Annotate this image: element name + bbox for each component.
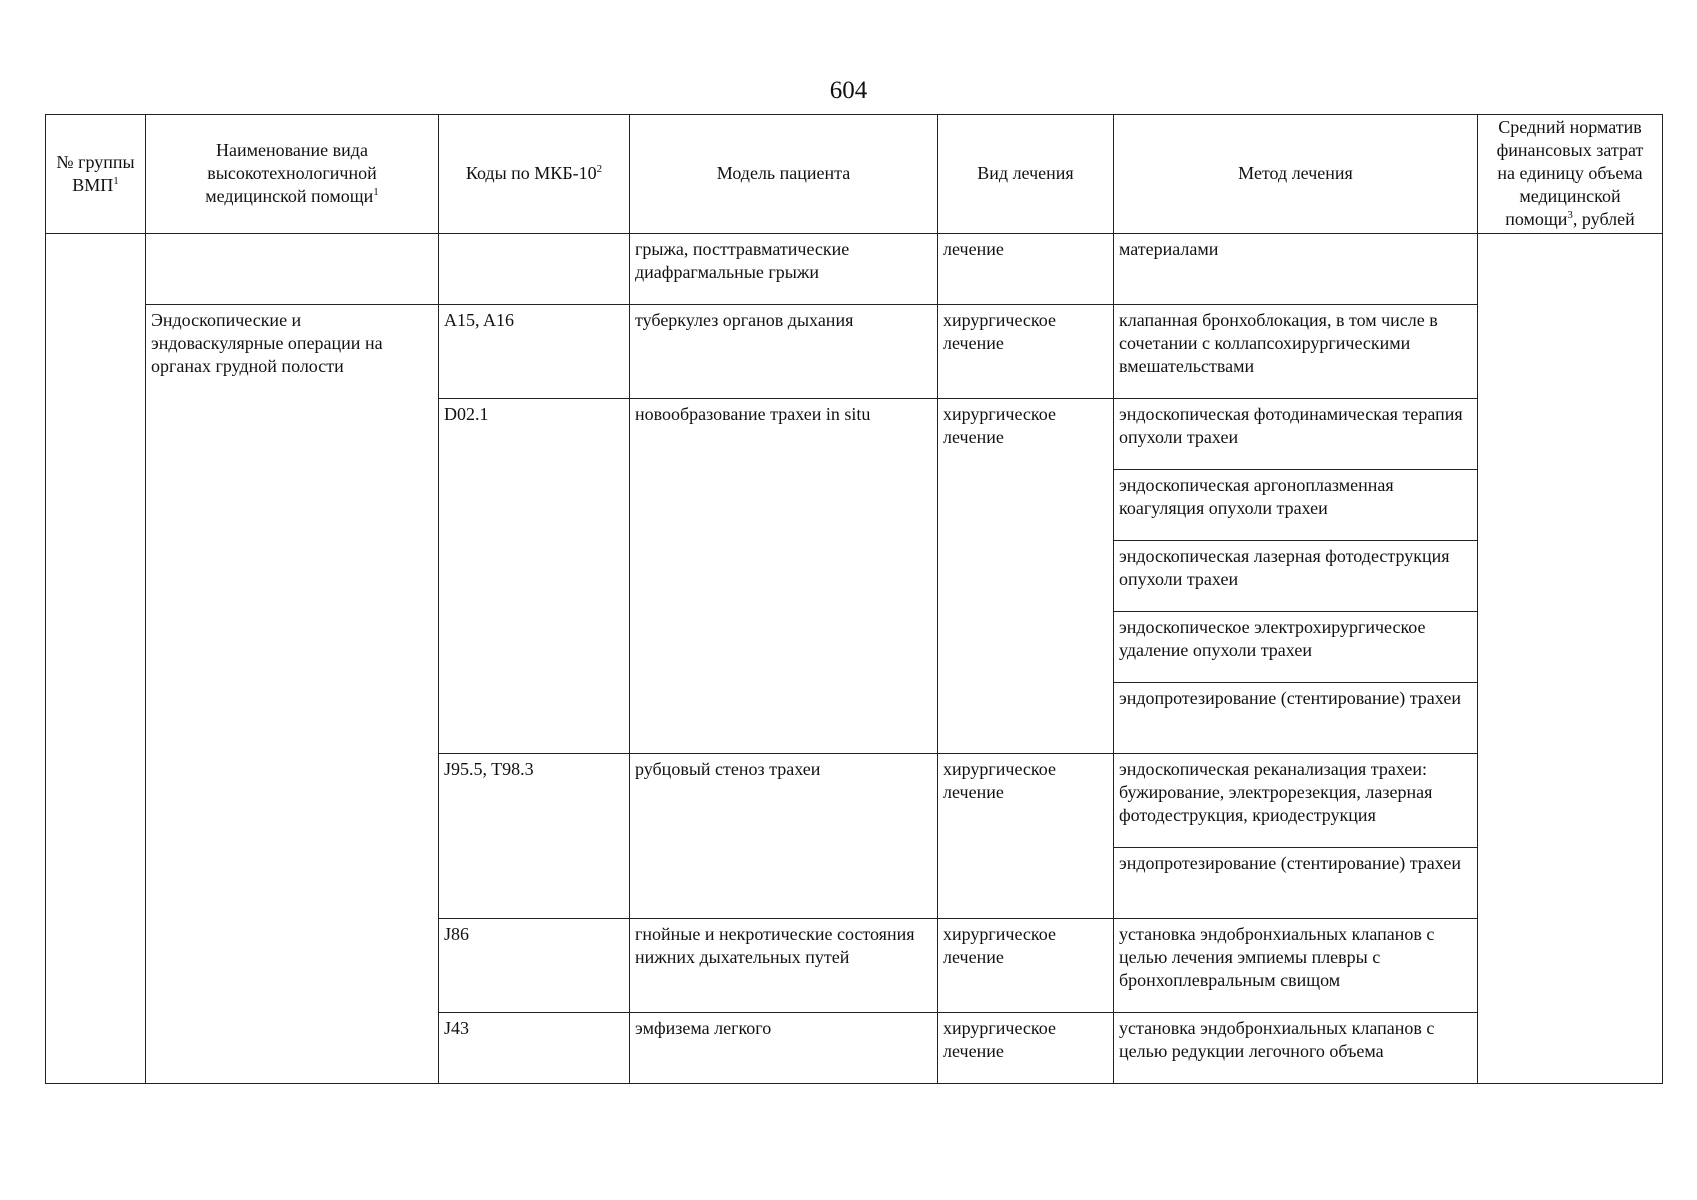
table-row: [46, 305, 1663, 399]
cell-patient-model: новообразование трахеи in situ: [630, 399, 938, 754]
cell-treatment-method: эндопротезирование (стентирование) трахеи: [1114, 848, 1478, 919]
cell-treatment-method: клапанная бронхоблокация, в том числе в сочетании с коллапсохирургическими вмешательствами: [1114, 305, 1478, 399]
cell-patient-model: грыжа, посттравматические диафрагмальные грыжи: [630, 234, 938, 305]
cell-icd-codes: A15, A16: [439, 305, 630, 399]
cell-care-type-name: [146, 234, 439, 305]
header-treatment-type: Вид лечения: [938, 115, 1114, 234]
cell-treatment-method: материалами: [1114, 234, 1478, 305]
cell-patient-model: гнойные и некротические состояния нижних дыхательных путей: [630, 919, 938, 1013]
cell-treatment-method: эндоскопическая лазерная фотодеструкция опухоли трахеи: [1114, 541, 1478, 612]
cell-patient-model: рубцовый стеноз трахеи: [630, 754, 938, 919]
cell-treatment-method: эндоскопическая фотодинамическая терапия опухоли трахеи: [1114, 399, 1478, 470]
cell-icd-codes: [439, 234, 630, 305]
cell-treatment-method: эндоскопическая реканализация трахеи: бужирование, электрорезекция, лазерная фотодеструкция, криодеструкция: [1114, 754, 1478, 848]
cell-treatment-type: хирургическое лечение: [938, 1013, 1114, 1084]
vmp-table: [45, 114, 1663, 1084]
header-treatment-method: Метод лечения: [1114, 115, 1478, 234]
cell-icd-codes: D02.1: [439, 399, 630, 754]
cell-treatment-method: эндопротезирование (стентирование) трахеи: [1114, 683, 1478, 754]
cell-treatment-type: хирургическое лечение: [938, 919, 1114, 1013]
header-patient-model: Модель пациента: [630, 115, 938, 234]
cell-icd-codes: J43: [439, 1013, 630, 1084]
cell-patient-model: туберкулез органов дыхания: [630, 305, 938, 399]
cell-treatment-type: хирургическое лечение: [938, 399, 1114, 754]
header-icd-codes: Коды по МКБ-$10^2$: [439, 115, 630, 234]
header-care-type-name: Наименование вида высокотехнологичной медицинской помощи$^1$: [146, 115, 439, 234]
cell-treatment-type: хирургическое лечение: [938, 305, 1114, 399]
cell-treatment-method: установка эндобронхиальных клапанов с целью лечения эмпиемы плевры с бронхоплевральным свищом: [1114, 919, 1478, 1013]
cell-care-type-name: Эндоскопические и эндоваскулярные операции на органах грудной полости: [146, 305, 439, 1084]
header-group-number: № группы ВМП$^1$: [46, 115, 146, 234]
cell-treatment-type: лечение: [938, 234, 1114, 305]
cell-treatment-method: эндоскопическая аргоноплазменная коагуляция опухоли трахеи: [1114, 470, 1478, 541]
cell-patient-model: эмфизема легкого: [630, 1013, 938, 1084]
header-average-cost: Средний норматив финансовых затрат на единицу объема медицинской помощи$^3$, рублей: [1478, 115, 1663, 234]
header-row: [46, 115, 1663, 234]
cell-treatment-method: установка эндобронхиальных клапанов с целью редукции легочного объема: [1114, 1013, 1478, 1084]
cell-average-cost: [1478, 234, 1663, 1084]
cell-treatment-method: эндоскопическое электрохирургическое удаление опухоли трахеи: [1114, 612, 1478, 683]
cell-group-number: [46, 234, 146, 1084]
cell-treatment-type: хирургическое лечение: [938, 754, 1114, 919]
cell-icd-codes: J86: [439, 919, 630, 1013]
page-number: 604: [829, 77, 868, 104]
cell-icd-codes: J95.5, T98.3: [439, 754, 630, 919]
table-row: [46, 234, 1663, 305]
